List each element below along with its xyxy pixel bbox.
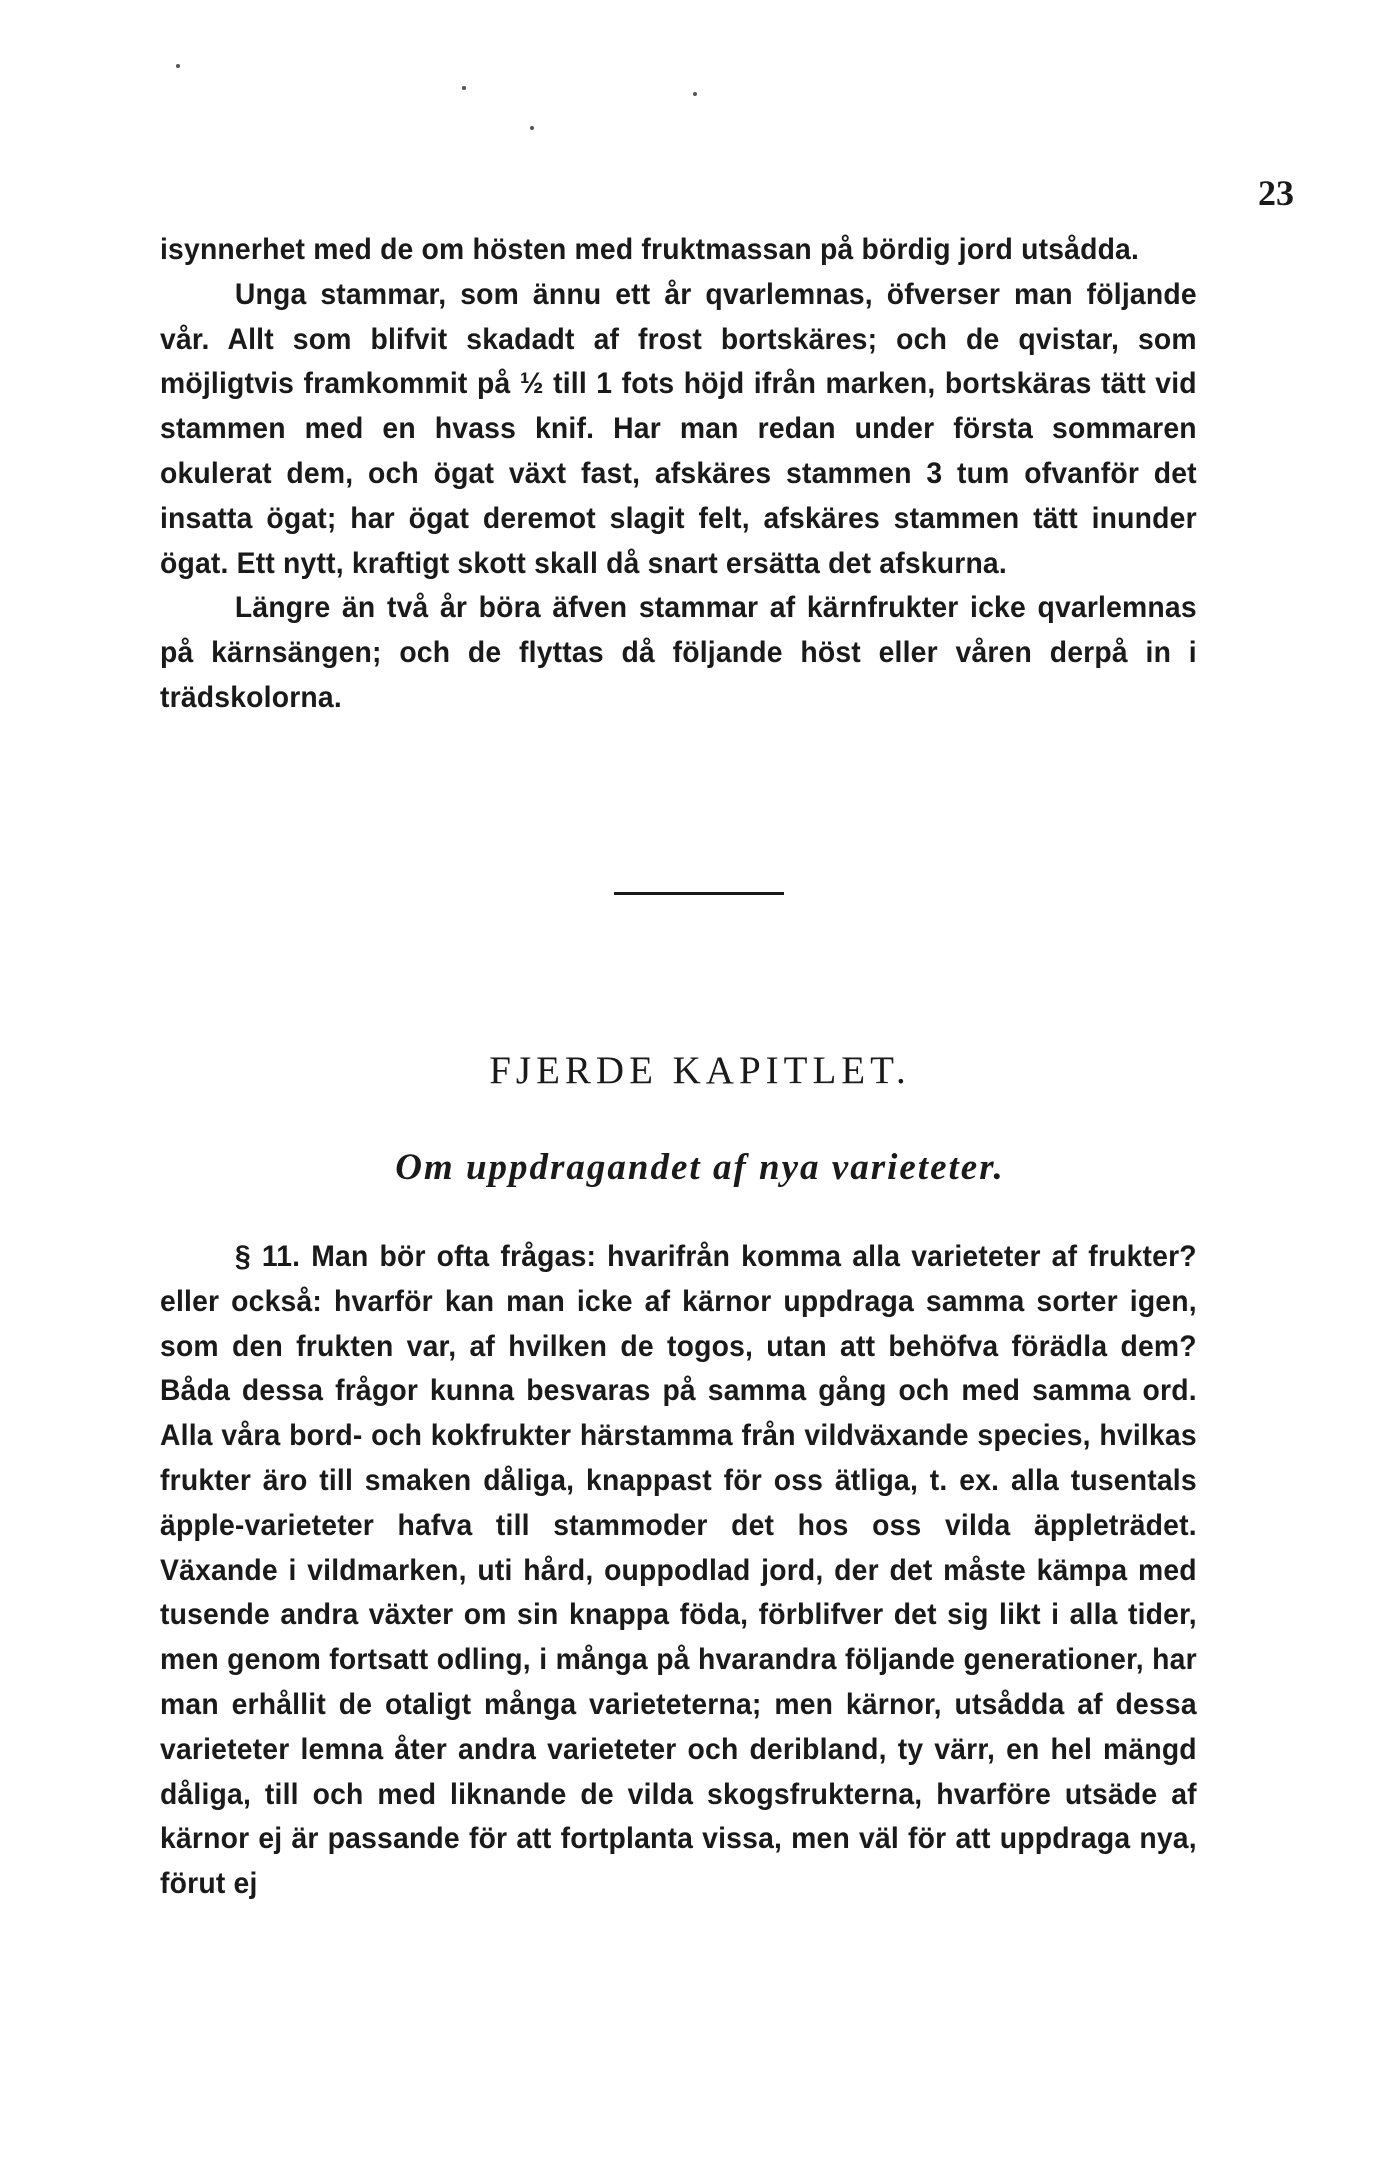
- paragraph: Unga stammar, som ännu ett år qvarlemnas, öfverser man följande vår. Allt som blifvit skadadt af frost bortskäres; och de qvistar, som möjligtvis framkommit på ½ till 1 fots höjd ifrån marken, bortskäras tätt vid stammen med en hvass knif. Har man redan under första sommaren okulerat dem, och ögat växt fast, afskäres stammen 3 tum ofvanför det insatta ögat; har ögat deremot slagit felt, afskäres stammen tätt inunder ögat. Ett nytt, kraftigt skott skall då snart ersätta det afskurna.: [160, 277, 1197, 580]
- top-text-block: [160, 228, 1197, 721]
- print-speck: [462, 86, 466, 90]
- chapter-subtitle: Om uppdragandet af nya varieteter.: [395, 1147, 1005, 1188]
- section-divider: [614, 892, 784, 895]
- bottom-text-block: [160, 1235, 1197, 1907]
- print-speck: [176, 64, 180, 68]
- page-number: 23: [1258, 173, 1294, 213]
- paragraph: § 11. Man bör ofta frågas: hvarifrån komma alla varieteter af frukter? eller också: hvarför kan man icke af kärnor uppdraga samma sorter igen, som den frukten var, af hvilken de togos, utan att behöfva förädla dem? Båda dessa frågor kunna besvaras på samma gång och med samma ord. Alla våra bord- och kokfrukter härstamma från vildväxande species, hvilkas frukter äro till smaken dåliga, knappast för oss ätliga, t. ex. alla tusentals äpple-varieteter hafva till stammoder det hos oss vilda äppleträdet. Växande i vildmarken, uti hård, ouppodlad jord, der det måste kämpa med tusende andra växter om sin knappa föda, förblifver det sig likt i alla tider, men genom fortsatt odling, i många på hvarandra följande generationer, har man erhållit de otaligt många varieteterna; men kärnor, utsådda af dessa varieteter lemna åter andra varieteter och deribland, ty värr, en hel mängd dåliga, till och med liknande de vilda skogsfrukterna, hvarföre utsäde af kärnor ej är passande för att fortplanta vissa, men väl för att uppdraga nya, förut ej: [160, 1240, 1197, 1901]
- paragraph: Längre än två år böra äfven stammar af kärnfrukter icke qvarlemnas på kärnsängen; och de flyttas då följande höst eller våren derpå in i trädskolorna.: [160, 591, 1197, 714]
- paragraph: isynnerhet med de om hösten med fruktmassan på bördig jord utsådda.: [160, 233, 1140, 266]
- print-speck: [693, 92, 697, 96]
- print-speck: [530, 126, 534, 130]
- chapter-title: FJERDE KAPITLET.: [489, 1049, 911, 1092]
